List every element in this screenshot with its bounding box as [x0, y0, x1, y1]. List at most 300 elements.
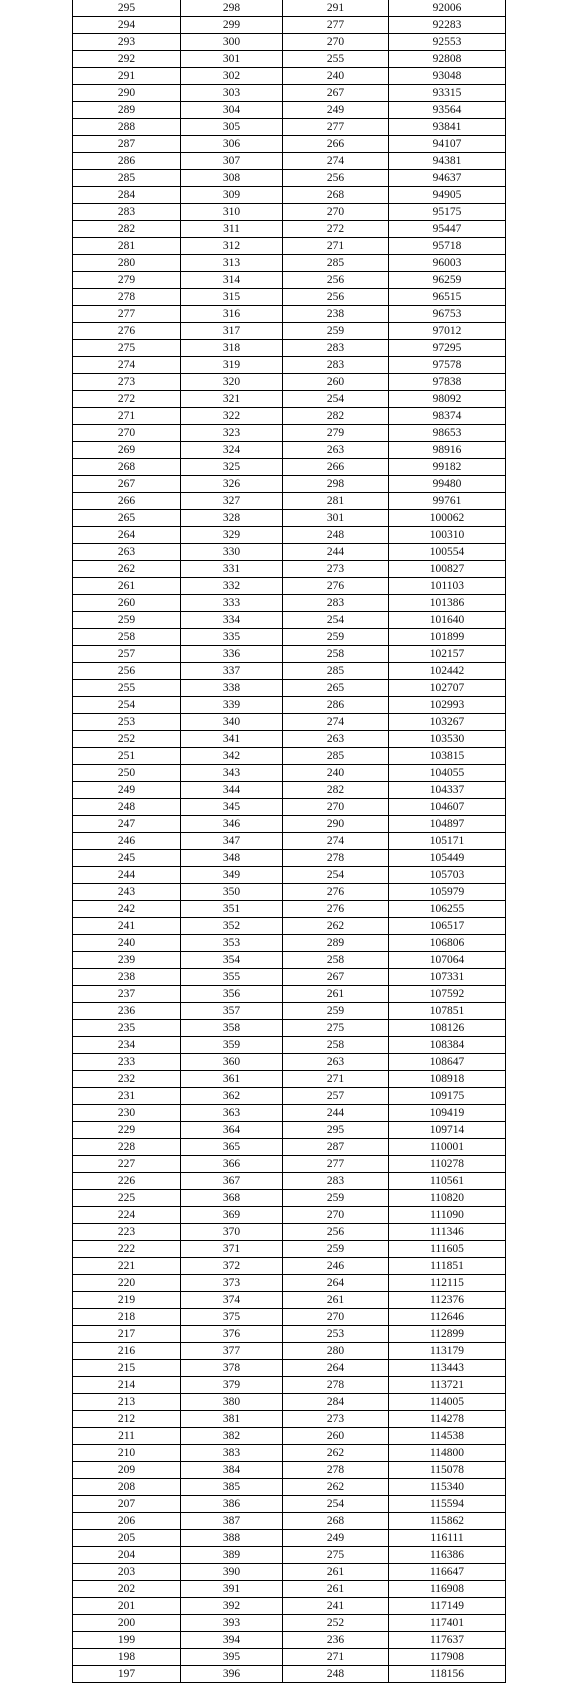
table-row: [73, 1207, 506, 1224]
table-row: [73, 1343, 506, 1360]
score-cell-a: 219: [73, 1292, 181, 1309]
score-cell-a: 206: [73, 1513, 181, 1530]
cumulative-count-cell: 105979: [389, 884, 506, 901]
score-cell-a: 280: [73, 255, 181, 272]
count-cell: 240: [283, 765, 389, 782]
score-cell-b: 326: [181, 476, 283, 493]
score-cell-a: 197: [73, 1666, 181, 1683]
cumulative-count-cell: 104337: [389, 782, 506, 799]
table-row: [73, 1615, 506, 1632]
score-cell-b: 386: [181, 1496, 283, 1513]
count-cell: 264: [283, 1360, 389, 1377]
table-row: [73, 289, 506, 306]
table-row: [73, 85, 506, 102]
count-cell: 261: [283, 1292, 389, 1309]
count-cell: 270: [283, 1309, 389, 1326]
table-row: [73, 187, 506, 204]
score-cell-b: 336: [181, 646, 283, 663]
cumulative-count-cell: 102993: [389, 697, 506, 714]
table-row: [73, 663, 506, 680]
score-cell-a: 211: [73, 1428, 181, 1445]
table-row: [73, 323, 506, 340]
score-cell-a: 228: [73, 1139, 181, 1156]
count-cell: 252: [283, 1615, 389, 1632]
score-cell-a: 257: [73, 646, 181, 663]
score-cell-b: 315: [181, 289, 283, 306]
cumulative-count-cell: 102442: [389, 663, 506, 680]
count-cell: 285: [283, 663, 389, 680]
score-cell-a: 233: [73, 1054, 181, 1071]
table-row: [73, 1224, 506, 1241]
count-cell: 259: [283, 629, 389, 646]
count-cell: 290: [283, 816, 389, 833]
count-cell: 301: [283, 510, 389, 527]
cumulative-count-cell: 107064: [389, 952, 506, 969]
score-cell-a: 289: [73, 102, 181, 119]
score-cell-b: 334: [181, 612, 283, 629]
cumulative-count-cell: 96003: [389, 255, 506, 272]
score-cell-a: 258: [73, 629, 181, 646]
count-cell: 280: [283, 1343, 389, 1360]
score-cell-b: 392: [181, 1598, 283, 1615]
table-row: [73, 884, 506, 901]
count-cell: 241: [283, 1598, 389, 1615]
count-cell: 285: [283, 748, 389, 765]
cumulative-count-cell: 113721: [389, 1377, 506, 1394]
score-cell-a: 204: [73, 1547, 181, 1564]
cumulative-count-cell: 103815: [389, 748, 506, 765]
table-row: [73, 170, 506, 187]
table-row: [73, 714, 506, 731]
table-row: [73, 1292, 506, 1309]
count-cell: 273: [283, 1411, 389, 1428]
cumulative-count-cell: 97295: [389, 340, 506, 357]
cumulative-count-cell: 100827: [389, 561, 506, 578]
score-cell-a: 225: [73, 1190, 181, 1207]
score-cell-b: 307: [181, 153, 283, 170]
count-cell: 249: [283, 1530, 389, 1547]
score-cell-b: 314: [181, 272, 283, 289]
score-cell-b: 378: [181, 1360, 283, 1377]
table-row: [73, 1037, 506, 1054]
cumulative-count-cell: 105171: [389, 833, 506, 850]
score-cell-a: 213: [73, 1394, 181, 1411]
score-cell-b: 359: [181, 1037, 283, 1054]
score-cell-a: 279: [73, 272, 181, 289]
cumulative-count-cell: 101103: [389, 578, 506, 595]
score-cell-a: 218: [73, 1309, 181, 1326]
score-cell-b: 351: [181, 901, 283, 918]
score-cell-b: 302: [181, 68, 283, 85]
score-cell-a: 249: [73, 782, 181, 799]
table-row: [73, 459, 506, 476]
table-row: [73, 1513, 506, 1530]
count-cell: 274: [283, 833, 389, 850]
score-cell-a: 288: [73, 119, 181, 136]
cumulative-count-cell: 112115: [389, 1275, 506, 1292]
table-row: [73, 1122, 506, 1139]
table-row: [73, 425, 506, 442]
count-cell: 286: [283, 697, 389, 714]
score-cell-a: 201: [73, 1598, 181, 1615]
count-cell: 289: [283, 935, 389, 952]
score-cell-b: 391: [181, 1581, 283, 1598]
score-cell-a: 264: [73, 527, 181, 544]
cumulative-count-cell: 109714: [389, 1122, 506, 1139]
score-cell-a: 215: [73, 1360, 181, 1377]
table-row: [73, 1088, 506, 1105]
cumulative-count-cell: 93841: [389, 119, 506, 136]
table-row: [73, 1003, 506, 1020]
table-row: [73, 153, 506, 170]
score-cell-b: 352: [181, 918, 283, 935]
score-cell-a: 263: [73, 544, 181, 561]
score-cell-b: 388: [181, 1530, 283, 1547]
cumulative-count-cell: 99761: [389, 493, 506, 510]
cumulative-count-cell: 112376: [389, 1292, 506, 1309]
score-cell-b: 345: [181, 799, 283, 816]
table-row: [73, 1360, 506, 1377]
cumulative-count-cell: 108918: [389, 1071, 506, 1088]
table-row: [73, 0, 506, 17]
count-cell: 260: [283, 374, 389, 391]
score-cell-a: 267: [73, 476, 181, 493]
score-cell-b: 350: [181, 884, 283, 901]
score-cell-b: 354: [181, 952, 283, 969]
table-row: [73, 136, 506, 153]
cumulative-count-cell: 98374: [389, 408, 506, 425]
table-row: [73, 782, 506, 799]
count-cell: 262: [283, 1479, 389, 1496]
score-cell-b: 331: [181, 561, 283, 578]
score-cell-b: 306: [181, 136, 283, 153]
cumulative-count-cell: 112646: [389, 1309, 506, 1326]
count-cell: 270: [283, 799, 389, 816]
score-cell-a: 252: [73, 731, 181, 748]
score-cell-a: 286: [73, 153, 181, 170]
cumulative-count-cell: 98092: [389, 391, 506, 408]
score-cell-a: 242: [73, 901, 181, 918]
table-row: [73, 1666, 506, 1683]
table-row: [73, 68, 506, 85]
score-cell-b: 332: [181, 578, 283, 595]
cumulative-count-cell: 118156: [389, 1666, 506, 1683]
score-cell-b: 361: [181, 1071, 283, 1088]
score-cell-a: 244: [73, 867, 181, 884]
count-cell: 248: [283, 1666, 389, 1683]
table-row: [73, 1547, 506, 1564]
count-cell: 275: [283, 1020, 389, 1037]
score-cell-b: 381: [181, 1411, 283, 1428]
count-cell: 263: [283, 1054, 389, 1071]
count-cell: 256: [283, 170, 389, 187]
cumulative-count-cell: 108647: [389, 1054, 506, 1071]
score-cell-b: 323: [181, 425, 283, 442]
score-cell-b: 356: [181, 986, 283, 1003]
score-cell-b: 340: [181, 714, 283, 731]
score-cell-b: 318: [181, 340, 283, 357]
cumulative-count-cell: 101386: [389, 595, 506, 612]
table-row: [73, 272, 506, 289]
score-cell-b: 362: [181, 1088, 283, 1105]
score-cell-a: 253: [73, 714, 181, 731]
table-row: [73, 1445, 506, 1462]
table-row: [73, 1462, 506, 1479]
cumulative-count-cell: 94381: [389, 153, 506, 170]
score-cell-b: 348: [181, 850, 283, 867]
cumulative-count-cell: 117908: [389, 1649, 506, 1666]
table-row: [73, 969, 506, 986]
score-cell-b: 325: [181, 459, 283, 476]
score-cell-b: 376: [181, 1326, 283, 1343]
table-row: [73, 1054, 506, 1071]
cumulative-count-cell: 107851: [389, 1003, 506, 1020]
table-row: [73, 391, 506, 408]
score-cell-a: 282: [73, 221, 181, 238]
table-row: [73, 816, 506, 833]
score-cell-b: 299: [181, 17, 283, 34]
score-cell-b: 389: [181, 1547, 283, 1564]
table-row: [73, 374, 506, 391]
table-row: [73, 833, 506, 850]
score-cell-b: 341: [181, 731, 283, 748]
cumulative-count-cell: 115078: [389, 1462, 506, 1479]
cumulative-count-cell: 105703: [389, 867, 506, 884]
count-cell: 277: [283, 119, 389, 136]
cumulative-count-cell: 97838: [389, 374, 506, 391]
table-row: [73, 799, 506, 816]
cumulative-count-cell: 96259: [389, 272, 506, 289]
score-cell-a: 224: [73, 1207, 181, 1224]
score-cell-a: 229: [73, 1122, 181, 1139]
count-cell: 256: [283, 289, 389, 306]
count-cell: 261: [283, 1581, 389, 1598]
cumulative-count-cell: 114005: [389, 1394, 506, 1411]
score-cell-b: 364: [181, 1122, 283, 1139]
score-cell-a: 205: [73, 1530, 181, 1547]
count-cell: 259: [283, 1241, 389, 1258]
score-cell-a: 281: [73, 238, 181, 255]
score-cell-a: 207: [73, 1496, 181, 1513]
score-cell-a: 254: [73, 697, 181, 714]
count-cell: 271: [283, 1071, 389, 1088]
cumulative-count-cell: 107592: [389, 986, 506, 1003]
count-cell: 260: [283, 1428, 389, 1445]
score-cell-a: 248: [73, 799, 181, 816]
score-cell-a: 260: [73, 595, 181, 612]
score-cell-a: 284: [73, 187, 181, 204]
score-cell-b: 304: [181, 102, 283, 119]
count-cell: 238: [283, 306, 389, 323]
table-row: [73, 1581, 506, 1598]
score-cell-a: 262: [73, 561, 181, 578]
table-row: [73, 765, 506, 782]
cumulative-count-cell: 93315: [389, 85, 506, 102]
count-cell: 268: [283, 187, 389, 204]
count-cell: 283: [283, 340, 389, 357]
score-cell-a: 230: [73, 1105, 181, 1122]
table-row: [73, 527, 506, 544]
table-row: [73, 1479, 506, 1496]
score-cell-b: 377: [181, 1343, 283, 1360]
score-cell-b: 335: [181, 629, 283, 646]
score-cell-b: 312: [181, 238, 283, 255]
table-row: [73, 1309, 506, 1326]
cumulative-count-cell: 105449: [389, 850, 506, 867]
count-cell: 271: [283, 1649, 389, 1666]
score-cell-a: 255: [73, 680, 181, 697]
score-cell-b: 370: [181, 1224, 283, 1241]
table-row: [73, 612, 506, 629]
cumulative-count-cell: 101640: [389, 612, 506, 629]
score-cell-a: 266: [73, 493, 181, 510]
score-cell-b: 372: [181, 1258, 283, 1275]
score-cell-a: 200: [73, 1615, 181, 1632]
table-row: [73, 306, 506, 323]
count-cell: 248: [283, 527, 389, 544]
score-cell-b: 327: [181, 493, 283, 510]
score-cell-b: 369: [181, 1207, 283, 1224]
table-row: [73, 1649, 506, 1666]
score-cell-b: 380: [181, 1394, 283, 1411]
cumulative-count-cell: 112899: [389, 1326, 506, 1343]
score-cell-b: 373: [181, 1275, 283, 1292]
table-row: [73, 1071, 506, 1088]
count-cell: 285: [283, 255, 389, 272]
table-row: [73, 867, 506, 884]
count-cell: 281: [283, 493, 389, 510]
score-cell-a: 202: [73, 1581, 181, 1598]
count-cell: 254: [283, 867, 389, 884]
score-cell-a: 251: [73, 748, 181, 765]
score-cell-a: 198: [73, 1649, 181, 1666]
count-cell: 278: [283, 850, 389, 867]
table-row: [73, 357, 506, 374]
table-row: [73, 935, 506, 952]
score-cell-b: 319: [181, 357, 283, 374]
cumulative-count-cell: 110561: [389, 1173, 506, 1190]
table-row: [73, 408, 506, 425]
count-cell: 254: [283, 1496, 389, 1513]
score-cell-a: 265: [73, 510, 181, 527]
score-cell-b: 320: [181, 374, 283, 391]
cumulative-count-cell: 116111: [389, 1530, 506, 1547]
count-cell: 283: [283, 595, 389, 612]
score-cell-a: 239: [73, 952, 181, 969]
count-cell: 240: [283, 68, 389, 85]
score-cell-a: 203: [73, 1564, 181, 1581]
score-cell-b: 355: [181, 969, 283, 986]
table-row: [73, 646, 506, 663]
score-cell-b: 339: [181, 697, 283, 714]
score-cell-b: 393: [181, 1615, 283, 1632]
score-cell-b: 338: [181, 680, 283, 697]
cumulative-count-cell: 108384: [389, 1037, 506, 1054]
score-cell-a: 220: [73, 1275, 181, 1292]
score-cell-a: 250: [73, 765, 181, 782]
cumulative-count-cell: 92006: [389, 0, 506, 17]
count-cell: 256: [283, 1224, 389, 1241]
count-cell: 276: [283, 901, 389, 918]
score-cell-b: 343: [181, 765, 283, 782]
cumulative-count-cell: 95718: [389, 238, 506, 255]
score-cell-a: 232: [73, 1071, 181, 1088]
score-cell-a: 243: [73, 884, 181, 901]
cumulative-count-cell: 97012: [389, 323, 506, 340]
count-cell: 270: [283, 1207, 389, 1224]
table-row: [73, 34, 506, 51]
score-cell-b: 375: [181, 1309, 283, 1326]
table-row: [73, 561, 506, 578]
score-cell-b: 395: [181, 1649, 283, 1666]
cumulative-count-cell: 92808: [389, 51, 506, 68]
score-cell-b: 308: [181, 170, 283, 187]
count-cell: 256: [283, 272, 389, 289]
score-cell-a: 277: [73, 306, 181, 323]
cumulative-count-cell: 114538: [389, 1428, 506, 1445]
table-row: [73, 493, 506, 510]
score-cell-a: 217: [73, 1326, 181, 1343]
table-row: [73, 629, 506, 646]
score-cell-b: 396: [181, 1666, 283, 1683]
cumulative-count-cell: 93564: [389, 102, 506, 119]
cumulative-count-cell: 95447: [389, 221, 506, 238]
score-cell-b: 367: [181, 1173, 283, 1190]
score-cell-a: 222: [73, 1241, 181, 1258]
cumulative-count-cell: 106517: [389, 918, 506, 935]
count-cell: 295: [283, 1122, 389, 1139]
score-cell-b: 383: [181, 1445, 283, 1462]
table-row: [73, 850, 506, 867]
table-row: [73, 918, 506, 935]
score-cell-b: 313: [181, 255, 283, 272]
cumulative-count-cell: 99480: [389, 476, 506, 493]
table-row: [73, 340, 506, 357]
count-cell: 270: [283, 204, 389, 221]
score-cell-a: 271: [73, 408, 181, 425]
score-cell-a: 295: [73, 0, 181, 17]
cumulative-count-cell: 98916: [389, 442, 506, 459]
count-cell: 279: [283, 425, 389, 442]
count-cell: 267: [283, 969, 389, 986]
count-cell: 236: [283, 1632, 389, 1649]
table-row: [73, 1173, 506, 1190]
count-cell: 249: [283, 102, 389, 119]
score-cell-a: 270: [73, 425, 181, 442]
cumulative-count-cell: 106255: [389, 901, 506, 918]
score-cell-a: 291: [73, 68, 181, 85]
table-row: [73, 1496, 506, 1513]
table-row: [73, 17, 506, 34]
table-row: [73, 1258, 506, 1275]
cumulative-count-cell: 110820: [389, 1190, 506, 1207]
table-row: [73, 1190, 506, 1207]
cumulative-count-cell: 111851: [389, 1258, 506, 1275]
score-cell-b: 360: [181, 1054, 283, 1071]
count-cell: 262: [283, 1445, 389, 1462]
score-cell-b: 329: [181, 527, 283, 544]
score-cell-b: 316: [181, 306, 283, 323]
count-cell: 277: [283, 1156, 389, 1173]
cumulative-count-cell: 117401: [389, 1615, 506, 1632]
score-cell-b: 382: [181, 1428, 283, 1445]
score-cell-a: 273: [73, 374, 181, 391]
table-row: [73, 1428, 506, 1445]
count-cell: 278: [283, 1462, 389, 1479]
score-cell-b: 358: [181, 1020, 283, 1037]
cumulative-count-cell: 103267: [389, 714, 506, 731]
score-cell-a: 294: [73, 17, 181, 34]
